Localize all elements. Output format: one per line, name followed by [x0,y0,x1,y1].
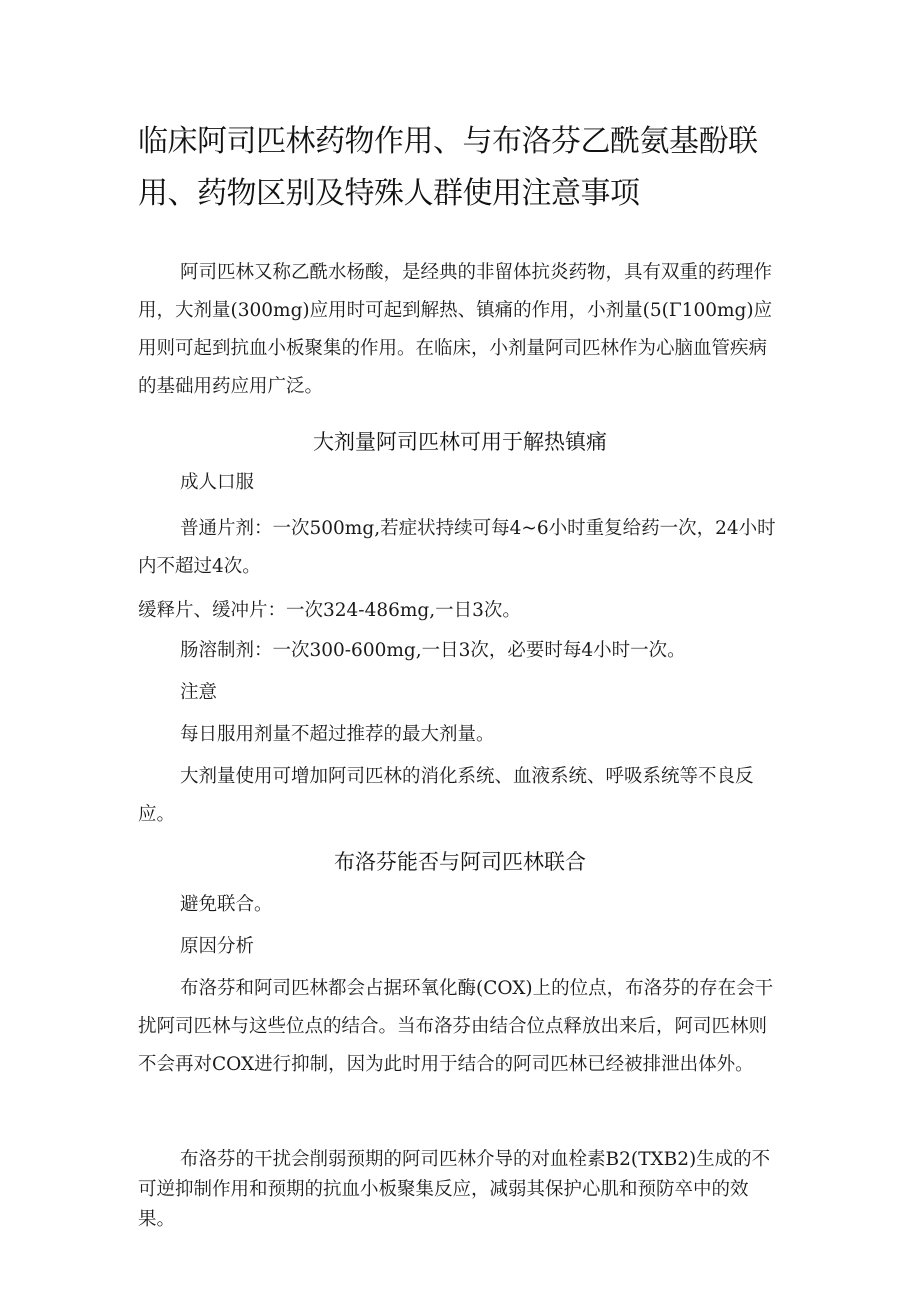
section-heading-high-dose: 大剂量阿司匹林可用于解热镇痛 [313,430,607,454]
enteric-paragraph: 肠溶制剂：一次300-600mg,一日3次，必要时每4小时一次。 [180,640,686,661]
reason-label: 原因分析 [180,936,255,957]
sustained-release-paragraph: 缓释片、缓冲片：一次324-486mg,一日3次。 [138,600,521,621]
avoid-combination: 避免联合。 [180,894,273,915]
note-max-dose: 每日服用剂量不超过推荐的最大剂量。 [180,724,495,745]
document-title: 临床阿司匹林药物作用、与布洛芬乙酰氨基酚联用、药物区别及特殊人群使用注意事项 [138,124,758,211]
section-heading-ibuprofen: 布洛芬能否与阿司匹林联合 [334,850,586,874]
note-label: 注意 [180,682,218,703]
reason-paragraph-2: 布洛芬的干扰会削弱预期的阿司匹林介导的对血栓素B2(TXB2)生成的不可逆抑制作用和预期的抗血小板聚集反应，减弱其保护心肌和预防卒中的效果。 [138,1149,771,1230]
note-adverse-reactions: 大剂量使用可增加阿司匹林的消化系统、血液系统、呼吸系统等不良反应。 [138,766,754,825]
intro-paragraph: 阿司匹林又称乙酰水杨酸，是经典的非留体抗炎药物，具有双重的药理作用，大剂量(300mg)应用时可起到解热、镇痛的作用，小剂量(5(Γ100mg)应用则可起到抗血小板聚集的作用。在临床，小剂量阿司匹林作为心脑血管疾病的基础用药应用广泛。 [138,262,773,397]
regular-tablet-paragraph: 普通片剂：一次500mg,若症状持续可每4~6小时重复给药一次，24小时内不超过4次。 [138,518,776,577]
adult-oral-label: 成人口服 [180,472,255,493]
reason-paragraph-1: 布洛芬和阿司匹林都会占据环氧化酶(COX)上的位点，布洛芬的存在会干扰阿司匹林与这些位点的结合。当布洛芬由结合位点释放出来后，阿司匹林则不会再对COX进行抑制，因为此时用于结合的阿司匹林已经被排泄出体外。 [138,978,774,1075]
